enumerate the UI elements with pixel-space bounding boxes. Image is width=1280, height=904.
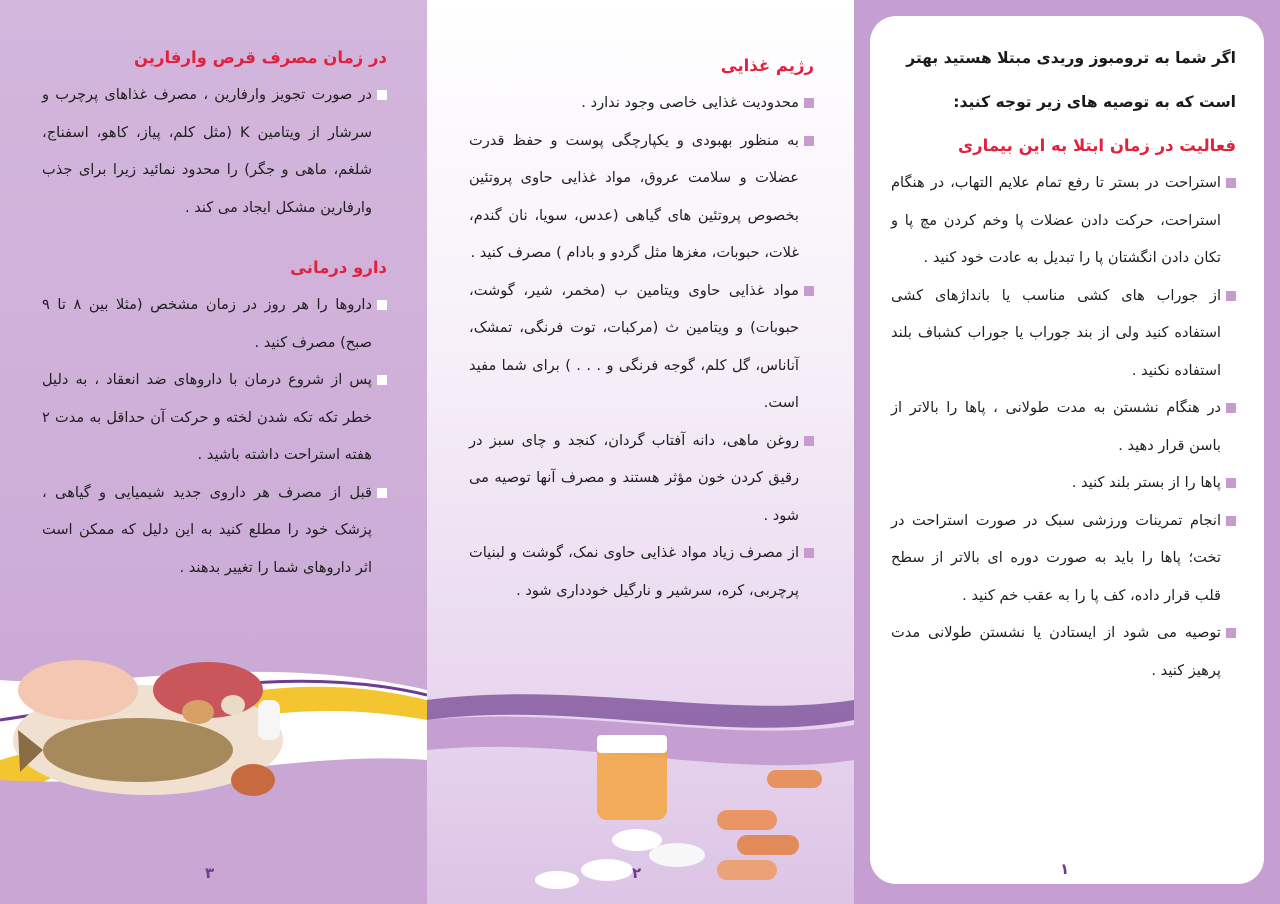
diet-list: [469, 84, 814, 609]
activity-heading: فعالیت در زمان ابتلا به این بیماری: [958, 136, 1236, 155]
list-item: پس از شروع درمان با داروهای ضد انعقاد ، به دلیل خطر تکه تکه شدن لخته و حرکت آن حداقل به مدت ۲ هفته استراحت داشته باشید .: [42, 361, 387, 474]
list-item: روغن ماهی، دانه آفتاب گردان، کنجد و چای سبز در رقیق کردن خون مؤثر هستند و مصرف آنها توصیه می شود .: [469, 422, 814, 535]
list-item: پاها را از بستر بلند کنید .: [891, 464, 1236, 502]
list-item: داروها را هر روز در زمان مشخص (مثلا بین ۸ تا ۹ صبح) مصرف کنید .: [42, 286, 387, 361]
warfarin-heading: در زمان مصرف قرص وارفارین: [133, 48, 387, 67]
page-number-2: ۲: [632, 864, 642, 882]
list-item: به منظور بهبودی و یکپارچگی پوست و حفظ قدرت عضلات و سلامت عروق، مواد غذایی حاوی پروتئین بخصوص پروتئین های گیاهی (عدس، سویا، نان گندم، غلات، حبوبات، مغزها مثل گردو و بادام ) مصرف کنید .: [469, 122, 814, 272]
list-item: توصیه می شود از ایستادن یا نشستن طولانی مدت پرهیز کنید .: [891, 614, 1236, 689]
panel-page-2: [427, 0, 854, 904]
list-item: مواد غذایی حاوی ویتامین ب (مخمر، شیر، گوشت، حبوبات) و ویتامین ث (مرکبات، توت فرنگی، تمشک، آناناس، گل کلم، گوجه فرنگی و . . . ) برای شما مفید است.: [469, 272, 814, 422]
list-item: قبل از مصرف هر داروی جدید شیمیایی و گیاهی ، پزشک خود را مطلع کنید به این دلیل که ممکن است اثر داروهای شما را تغییر بدهند .: [42, 474, 387, 587]
list-item: استراحت در بستر تا رفع تمام علایم التهاب، در هنگام استراحت، حرکت دادن عضلات پا وخم کردن مچ پا و تکان دادن انگشتان پا را تبدیل به عادت خود کنید .: [891, 164, 1236, 277]
list-item: از جوراب های کشی مناسب یا بانداژهای کشی استفاده کنید ولی از بند جوراب یا جوراب کشباف بلند استفاده نکنید .: [891, 277, 1236, 390]
list-item: در صورت تجویز وارفارین ، مصرف غذاهای پرچرب و سرشار از ویتامین K (مثل کلم، پیاز، کاهو، اسفناج، شلغم، ماهی و جگر) را محدود نمائید زیرا برای جذب وارفارین مشکل ایجاد می کند .: [42, 76, 387, 226]
list-item: انجام تمرینات ورزشی سبک در صورت استراحت در تخت؛ پاها را باید به صورت دوره ای بالاتر از سطح قلب قرار داده، کف پا را به عقب خم کنید .: [891, 502, 1236, 615]
warfarin-list: [42, 76, 387, 226]
page-number-3: ۳: [205, 864, 215, 882]
list-item: از مصرف زیاد مواد غذایی حاوی نمک، گوشت و لبنیات پرچربی، کره، سرشیر و نارگیل خودداری شود .: [469, 534, 814, 609]
food-image: [8, 650, 298, 810]
activity-list: [891, 164, 1236, 689]
drug-therapy-list: [42, 286, 387, 586]
pills-image: [487, 730, 847, 900]
intro-text: اگر شما به ترومبوز وریدی مبتلا هستید بهتر است که به توصیه های زیر توجه کنید:: [906, 49, 1236, 111]
list-item: محدودیت غذایی خاصی وجود ندارد .: [469, 84, 814, 122]
content-card: [870, 16, 1264, 884]
diet-heading: رژیم غذایی: [720, 56, 814, 75]
page-number-1: ۱: [1060, 860, 1070, 878]
list-item: در هنگام نشستن به مدت طولانی ، پاها را بالاتر از باسن قرار دهید .: [891, 389, 1236, 464]
panel-page-1: [854, 0, 1280, 904]
drug-therapy-heading: دارو درمانی: [290, 258, 387, 277]
panel-page-3: [0, 0, 427, 904]
